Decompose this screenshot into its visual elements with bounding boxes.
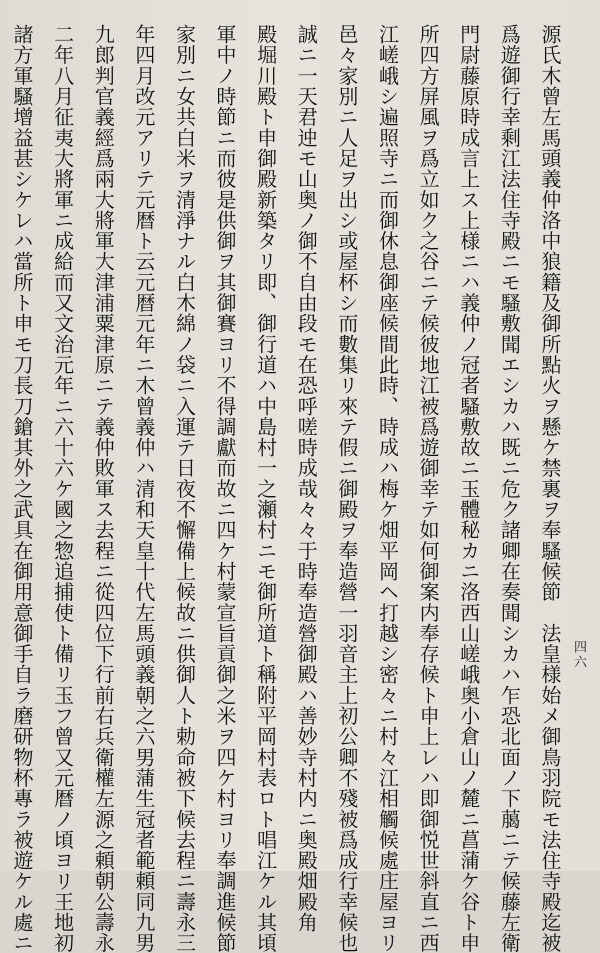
page-number: 四六 — [571, 640, 586, 670]
vertical-text-block — [10, 24, 562, 953]
text-column: 誠ニ一天君迚モ山奥ノ御不自由段モ在恐呼嗟時成哉々々于時奉造營御殿ハ善妙寺村内ニ奥殿畑殿角 — [294, 24, 319, 933]
text-column: 所四方屏風ヲ爲立如ク之谷ニテ候彼地江被爲遊御幸テ如何御案内奉存候ト申上レハ即御悦世斜直ニ西 — [416, 24, 441, 953]
text-column: 源氏木曾左馬頭義仲洛中狼籍及御所點火ヲ懸ケ禁裏ヲ奉騷候節 法皇様始メ御鳥羽院モ法住寺殿迄被 — [537, 24, 562, 953]
text-column: 諸方軍騷增益甚シケレハ當所ト申モ刀長刀鎗其外之武具在御用意御手自ラ磨研物杯專ラ被遊ケル處ニ — [10, 24, 34, 953]
text-column: 門尉藤原時成言上ス上様ニハ義仲ノ冠者騷敷故ニ玉體秘カニ洛西山嵯峨奥小倉山ノ麓ニ菖蒲ケ谷ト申 — [456, 24, 481, 953]
text-column: 九郎判官義經爲兩大將軍大津浦粟津原ニテ義仲敗軍ス去程ニ從四位下行前右兵衛權左源之頼朝公壽永 — [91, 24, 116, 953]
text-column: 軍中ノ時節ニ而彼是供御ヲ其御賽ヨリ不得調獻而故ニ四ケ村蒙宣旨貢御之米ヲ四ケ村ヨリ奉調進候節 — [213, 24, 238, 953]
text-column: 年四月改元アリテ元暦ト云元暦元年ニ木曾義仲ハ清和天皇十代左馬頭義朝之六男蒲生冠者範頼同九男 — [131, 24, 156, 953]
text-column: 二年八月征夷大將軍ニ成給而又文治元年ニ六十六ケ國之惣追捕使ト備リ玉フ曾又元暦ノ頃ヨリ王地初 — [50, 24, 75, 953]
text-column: 家別ニ女共白米ヲ清淨ナル白木綿ノ袋ニ入運テ日夜不懈備上候故ニ供御人ト勅命被下候去程ニ壽永三 — [172, 24, 197, 953]
text-column: 爲遊御行幸剩江法住寺殿ニモ騷敷聞エシカハ既ニ危ク諸卿在奏聞シカハ乍恐北面ノ下﨟ニテ候藤左衛 — [497, 24, 522, 953]
text-column: 江嵯峨シ遍照寺ニ而御休息御座候間此時、時成ハ梅ケ畑平岡ヘ打越シ密々ニ村々江相觸候處庄屋ヨリ — [375, 24, 400, 953]
text-column: 殿堀川殿ト申御殿新築タリ即、御行道ハ中島村一之瀬村ニモ御所道ト稱附平岡村表ロト唱江ケル其頃 — [253, 24, 278, 953]
text-column: 邑々家別ニ人足ヲ出シ或屋杯シ而數集リ來テ假ニ御殿ヲ奉造營一羽音主上初公卿不殘被爲成行幸候也 — [334, 24, 359, 953]
